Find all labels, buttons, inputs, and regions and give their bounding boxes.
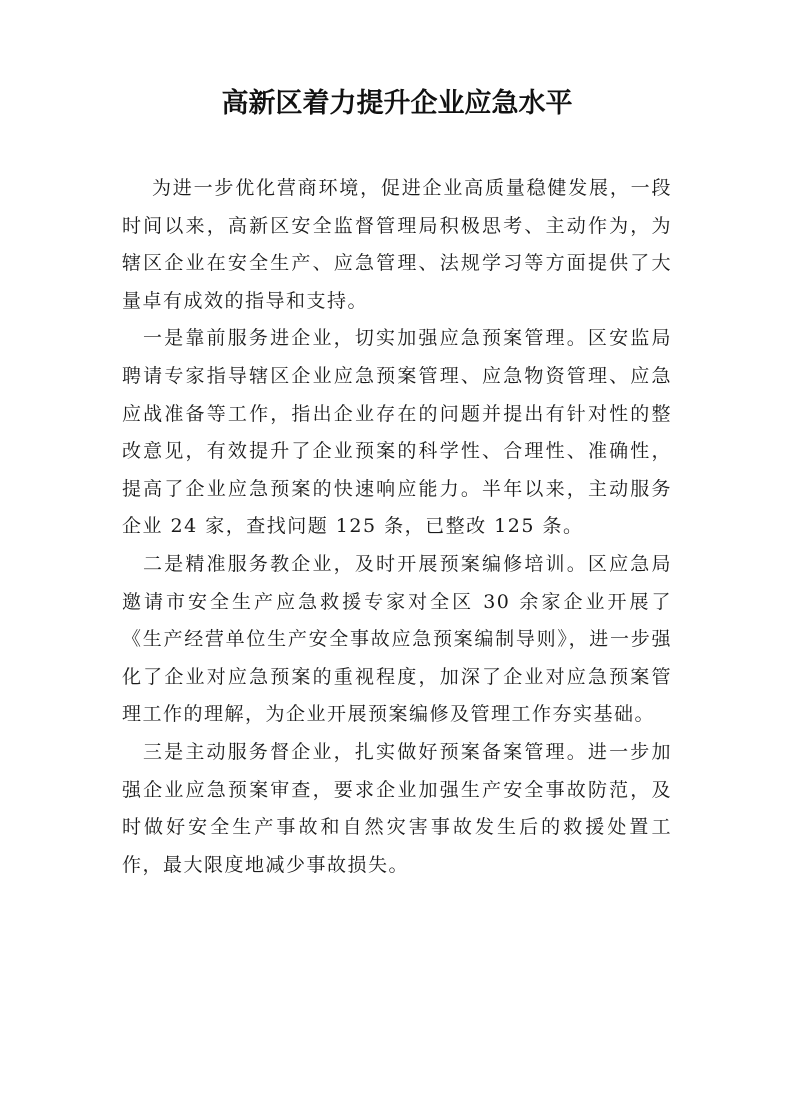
paragraph-item-3: 三是主动服务督企业，扎实做好预案备案管理。进一步加强企业应急预案审查，要求企业加强生产安全事故防范，及时做好安全生产事故和自然灾害事故发生后的救援处置工作，最大限度地减少事故损失。 — [122, 740, 672, 876]
document-body — [122, 170, 672, 884]
paragraph-item-2: 二是精准服务教企业，及时开展预案编修培训。区应急局邀请市安全生产应急救援专家对全区 30 余家企业开展了《生产经营单位生产安全事故应急预案编制导则》，进一步强化了企业对应急预案的重视程度，加深了企业对应急预案管理工作的理解，为企业开展预案编修及管理工作夯实基础。 — [122, 552, 672, 726]
document-title: 高新区着力提升企业应急水平 — [221, 88, 573, 119]
paragraph-intro: 为进一步优化营商环境，促进企业高质量稳健发展，一段时间以来，高新区安全监督管理局积极思考、主动作为，为辖区企业在安全生产、应急管理、法规学习等方面提供了大量卓有成效的指导和支持。 — [122, 177, 672, 312]
paragraph-item-1: 一是靠前服务进企业，切实加强应急预案管理。区安监局聘请专家指导辖区企业应急预案管理、应急物资管理、应急应战准备等工作，指出企业存在的问题并提出有针对性的整改意见，有效提升了企业预案的科学性、合理性、准确性，提高了企业应急预案的快速响应能力。半年以来，主动服务企业 24 家，查找问题 125 条，已整改 125 条。 — [122, 327, 672, 538]
